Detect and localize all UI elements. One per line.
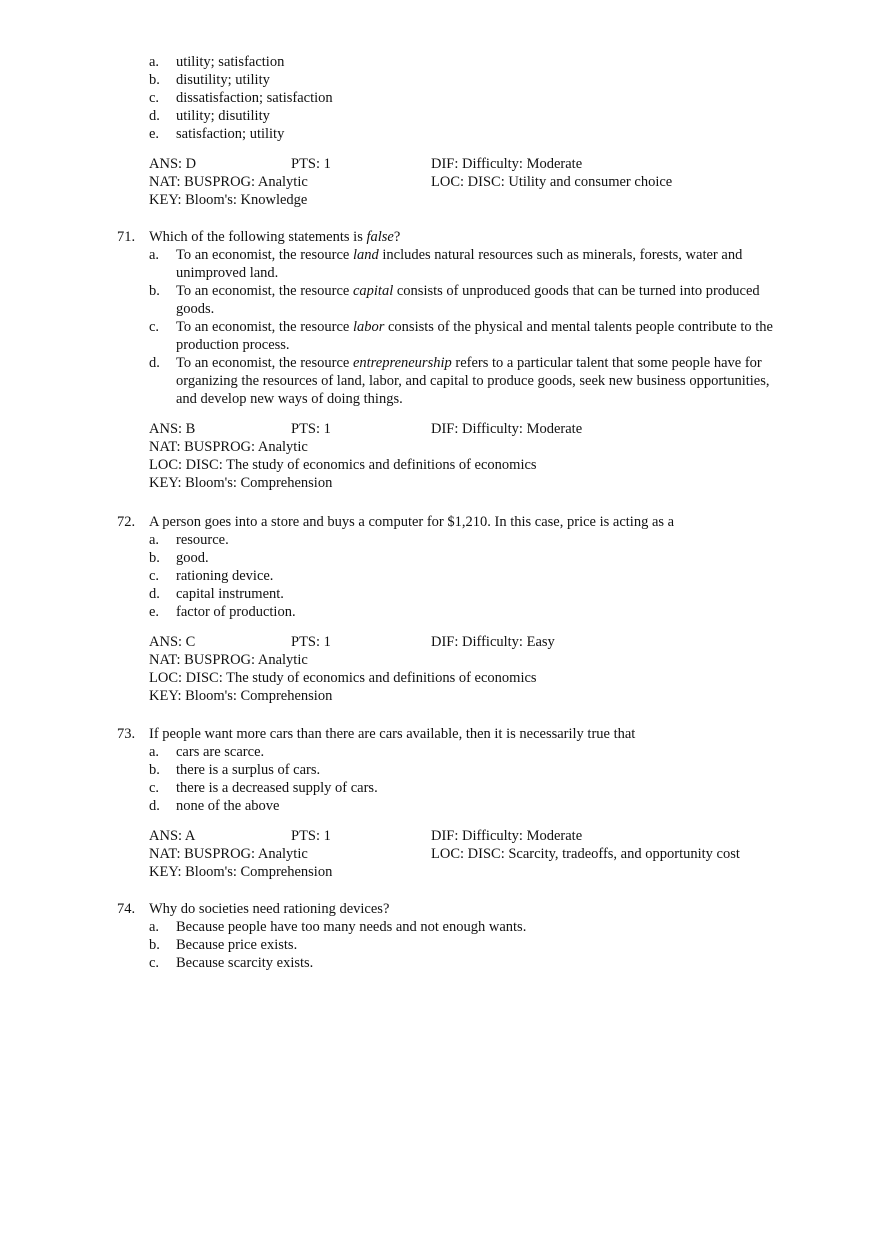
answer-meta — [0, 845, 880, 863]
answer-meta — [0, 633, 880, 651]
key: KEY: Bloom's: Comprehension — [149, 688, 333, 704]
option: b. good. — [149, 550, 209, 566]
answer-meta — [0, 687, 880, 705]
answer-meta — [0, 456, 880, 474]
option: b. To an economist, the resource capital consists of unproduced goods that can be turned into produced goods. — [149, 283, 760, 317]
answer-meta — [0, 191, 880, 209]
answer-meta — [0, 438, 880, 456]
option: c. dissatisfaction; satisfaction — [149, 90, 333, 106]
question-stem: 71. Which of the following statements is false? — [117, 229, 401, 245]
option: d. none of the above — [149, 798, 280, 814]
difficulty: DIF: Difficulty: Moderate — [431, 421, 583, 437]
question-stem: 73. If people want more cars than there are cars available, then it is necessarily true that — [117, 726, 636, 742]
option: a. utility; satisfaction — [149, 54, 285, 70]
option: d. To an economist, the resource entrepreneurship refers to a particular talent that some people have for organizing the resources of land, labor, and capital to produce goods, seek new business opportunities, and develop new ways of doing things. — [149, 355, 770, 407]
question-71 — [0, 228, 880, 492]
difficulty: DIF: Difficulty: Moderate — [431, 828, 583, 844]
option: d. utility; disutility — [149, 108, 270, 124]
answer: ANS: A — [149, 828, 196, 844]
option: e. factor of production. — [149, 604, 296, 620]
option: a. resource. — [149, 532, 229, 548]
nat: NAT: BUSPROG: Analytic — [149, 846, 308, 862]
answer-meta — [0, 651, 880, 669]
option: b. Because price exists. — [149, 937, 298, 953]
question-number: 71. — [117, 229, 136, 245]
key: KEY: Bloom's: Knowledge — [149, 192, 308, 208]
option: a. To an economist, the resource land includes natural resources such as minerals, forests, water and unimproved land. — [149, 247, 743, 281]
option: c. rationing device. — [149, 568, 274, 584]
answer: ANS: C — [149, 634, 196, 650]
loc: LOC: DISC: The study of economics and definitions of economics — [149, 670, 537, 686]
loc: LOC: DISC: Utility and consumer choice — [431, 174, 673, 190]
loc: LOC: DISC: The study of economics and definitions of economics — [149, 457, 537, 473]
option: d. capital instrument. — [149, 586, 284, 602]
option: a. cars are scarce. — [149, 744, 265, 760]
question-number: 74. — [117, 901, 136, 917]
question-number: 73. — [117, 726, 136, 742]
option: c. Because scarcity exists. — [149, 955, 314, 971]
option: b. disutility; utility — [149, 72, 270, 88]
question-70 — [0, 53, 880, 209]
answer: ANS: B — [149, 421, 196, 437]
answer-meta — [0, 863, 880, 881]
nat: NAT: BUSPROG: Analytic — [149, 439, 308, 455]
question-72 — [0, 513, 880, 705]
difficulty: DIF: Difficulty: Moderate — [431, 156, 583, 172]
key: KEY: Bloom's: Comprehension — [149, 475, 333, 491]
answer-meta — [0, 669, 880, 687]
points: PTS: 1 — [291, 156, 331, 172]
difficulty: DIF: Difficulty: Easy — [431, 634, 555, 650]
question-74 — [0, 900, 880, 972]
answer-meta — [0, 173, 880, 191]
nat: NAT: BUSPROG: Analytic — [149, 652, 308, 668]
option: e. satisfaction; utility — [149, 126, 285, 142]
answer-meta — [0, 474, 880, 492]
points: PTS: 1 — [291, 634, 331, 650]
points: PTS: 1 — [291, 421, 331, 437]
option: a. Because people have too many needs and not enough wants. — [149, 919, 527, 935]
answer-meta — [0, 155, 880, 173]
option: b. there is a surplus of cars. — [149, 762, 321, 778]
loc: LOC: DISC: Scarcity, tradeoffs, and opportunity cost — [431, 846, 740, 862]
option: c. there is a decreased supply of cars. — [149, 780, 378, 796]
question-stem: 74. Why do societies need rationing devices? — [117, 901, 390, 917]
key: KEY: Bloom's: Comprehension — [149, 864, 333, 880]
question-stem: 72. A person goes into a store and buys a computer for $1,210. In this case, price is acting as a — [117, 514, 675, 530]
answer-meta — [0, 420, 880, 438]
points: PTS: 1 — [291, 828, 331, 844]
answer-meta — [0, 827, 880, 845]
question-number: 72. — [117, 514, 136, 530]
question-73 — [0, 725, 880, 881]
nat: NAT: BUSPROG: Analytic — [149, 174, 308, 190]
answer: ANS: D — [149, 156, 197, 172]
option: c. To an economist, the resource labor consists of the physical and mental talents people contribute to the production process. — [149, 319, 773, 353]
